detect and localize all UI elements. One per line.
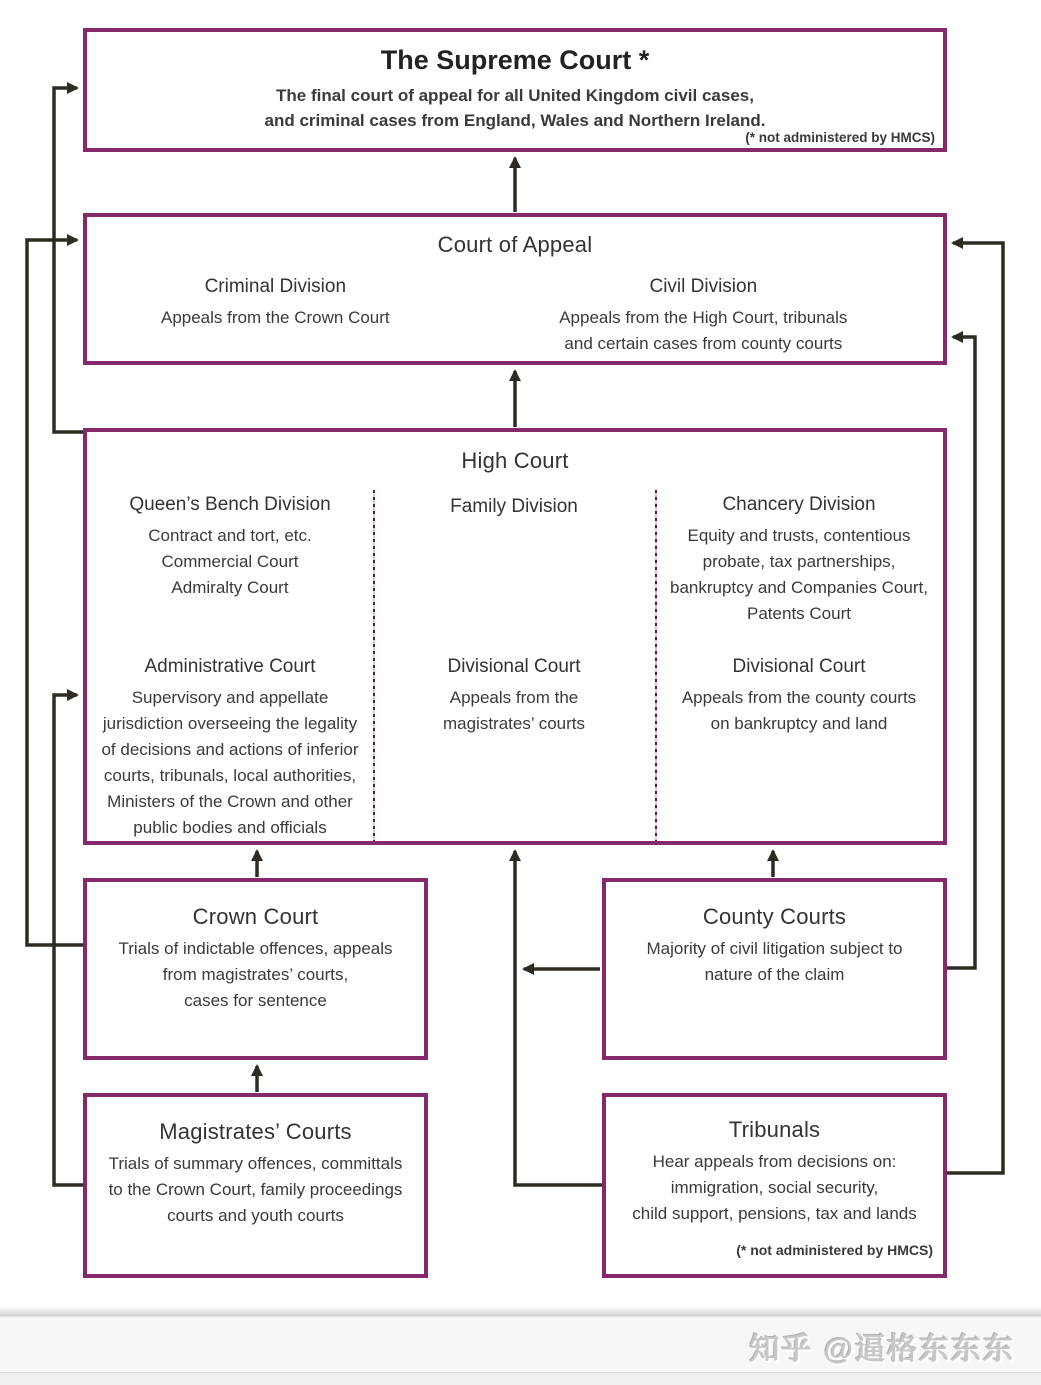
civil-division-desc-line2: and certain cases from county courts: [564, 334, 843, 353]
crown-court-box: [83, 878, 428, 1060]
county-courts-line: Majority of civil litigation subject to: [646, 939, 903, 958]
magistrates-line: Trials of summary offences, committals: [108, 1154, 403, 1173]
queens-bench-heading: Queen’s Bench Division: [129, 494, 331, 515]
chancery-line: bankruptcy and Companies Court,: [670, 578, 928, 597]
footer-lower-band: [0, 1372, 1041, 1385]
connector-high-court-to-supreme-court-left: [54, 88, 85, 432]
tribunals-note: (* not administered by HMCS): [736, 1242, 933, 1258]
criminal-division-block: [87, 276, 464, 357]
supreme-court-note: (* not administered by HMCS): [745, 130, 935, 145]
queens-bench-line: Commercial Court: [161, 552, 299, 571]
civil-division-desc-line1: Appeals from the High Court, tribunals: [559, 308, 848, 327]
magistrates-courts-box: [83, 1093, 428, 1278]
supreme-court-title: The Supreme Court *: [380, 45, 650, 75]
crown-court-line: Trials of indictable offences, appeals: [118, 939, 393, 958]
connector-tribunals-to-court-of-appeal-right: [945, 243, 1003, 1173]
tribunals-box: [602, 1093, 947, 1278]
divisional-court-family-line: magistrates’ courts: [442, 714, 586, 733]
high-court-box: [83, 428, 947, 845]
magistrates-line: to the Crown Court, family proceedings: [108, 1180, 403, 1199]
tribunals-line: Hear appeals from decisions on:: [652, 1152, 897, 1171]
chancery-division-block: [655, 494, 943, 627]
supreme-court-desc-line1: The final court of appeal for all United Kingdom civil cases,: [276, 86, 754, 105]
crown-court-line: cases for sentence: [184, 991, 327, 1010]
tribunals-line: child support, pensions, tax and lands: [632, 1204, 917, 1223]
administrative-court-line: jurisdiction overseeing the legality: [102, 714, 358, 733]
queens-bench-line: Admiralty Court: [171, 578, 289, 597]
divisional-court-chancery-heading: Divisional Court: [732, 656, 866, 677]
crown-court-title: Crown Court: [192, 904, 319, 929]
family-division-block: [373, 496, 655, 525]
connector-magistrates-to-administrative-court-left: [54, 695, 85, 1185]
administrative-court-heading: Administrative Court: [144, 656, 316, 677]
divisional-court-chancery-line: Appeals from the county courts: [681, 688, 917, 707]
administrative-court-line: of decisions and actions of inferior: [101, 740, 359, 759]
civil-division-block: [464, 276, 943, 357]
chancery-division-heading: Chancery Division: [722, 494, 876, 515]
county-courts-line: nature of the claim: [704, 965, 845, 984]
divisional-court-family-block: [373, 656, 655, 737]
criminal-division-desc: Appeals from the Crown Court: [160, 308, 390, 327]
county-courts-title: County Courts: [702, 904, 847, 929]
court-of-appeal-box: [83, 213, 947, 365]
family-division-heading: Family Division: [450, 496, 578, 517]
tribunals-title: Tribunals: [728, 1117, 821, 1142]
page-bottom-shadow: [0, 1306, 1041, 1316]
magistrates-line: courts and youth courts: [167, 1206, 344, 1225]
supreme-court-desc-line2: and criminal cases from England, Wales and Northern Ireland.: [264, 111, 766, 130]
court-of-appeal-title: Court of Appeal: [437, 232, 593, 257]
divisional-court-family-line: Appeals from the: [449, 688, 579, 707]
divisional-court-chancery-line: on bankruptcy and land: [710, 714, 888, 733]
zhihu-watermark: 知乎 @逼格东东东: [749, 1333, 1015, 1366]
queens-bench-line: Contract and tort, etc.: [148, 526, 312, 545]
queens-bench-division-block: [87, 494, 373, 601]
criminal-division-heading: Criminal Division: [204, 276, 347, 297]
chancery-line: probate, tax partnerships,: [702, 552, 896, 571]
administrative-court-block: [87, 656, 373, 841]
chancery-line: Patents Court: [747, 604, 851, 623]
high-court-title: High Court: [461, 448, 569, 473]
administrative-court-line: public bodies and officials: [133, 818, 327, 837]
county-courts-box: [602, 878, 947, 1060]
connector-county-courts-to-court-of-appeal-right: [945, 337, 975, 968]
administrative-court-line: courts, tribunals, local authorities,: [103, 766, 357, 785]
civil-division-heading: Civil Division: [649, 276, 758, 297]
chancery-line: Equity and trusts, contentious: [687, 526, 911, 545]
divisional-court-chancery-block: [655, 656, 943, 737]
administrative-court-line: Ministers of the Crown and other: [107, 792, 353, 811]
tribunals-line: immigration, social security,: [670, 1178, 879, 1197]
crown-court-line: from magistrates’ courts,: [162, 965, 349, 984]
magistrates-courts-title: Magistrates’ Courts: [159, 1119, 352, 1144]
connector-tribunals-to-high-court: [515, 851, 603, 1185]
supreme-court-box: [83, 28, 947, 152]
divisional-court-family-heading: Divisional Court: [447, 656, 581, 677]
administrative-court-line: Supervisory and appellate: [131, 688, 329, 707]
connector-crown-court-to-court-of-appeal-left: [27, 240, 85, 945]
